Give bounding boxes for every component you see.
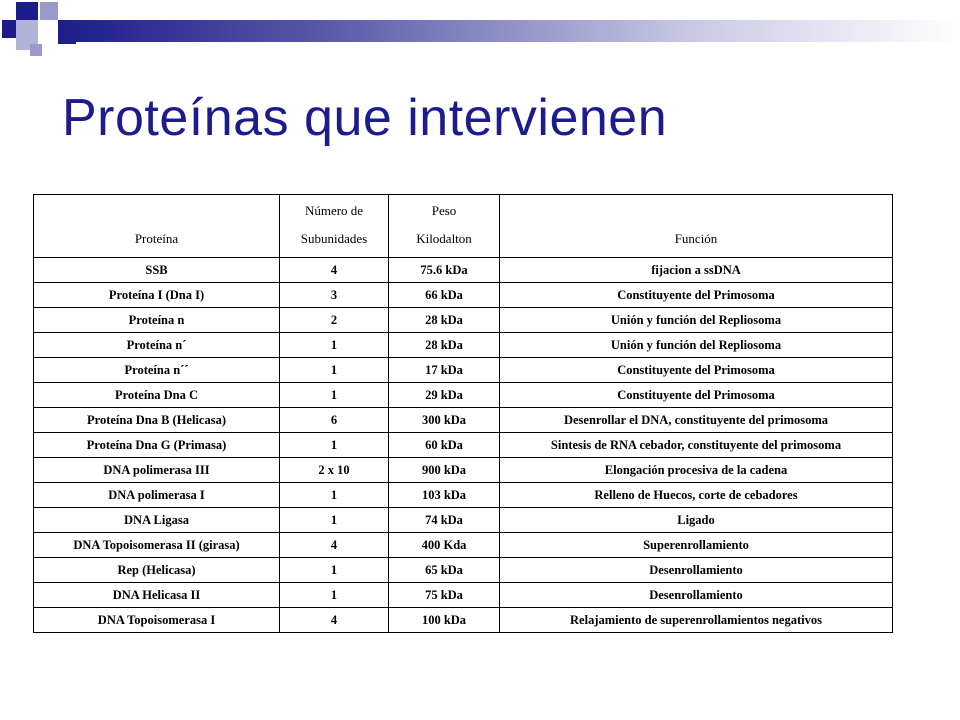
cell-function: Ligado — [500, 508, 893, 533]
cell-protein: Rep (Helicasa) — [34, 558, 280, 583]
cell-weight: 29 kDa — [389, 383, 500, 408]
cell-subunits: 1 — [280, 483, 389, 508]
cell-subunits: 1 — [280, 558, 389, 583]
header-gradient-bar — [58, 20, 960, 42]
cell-protein: Proteína I (Dna I) — [34, 283, 280, 308]
cell-subunits: 4 — [280, 258, 389, 283]
cell-function: Sintesis de RNA cebador, constituyente del primosoma — [500, 433, 893, 458]
cell-function: Elongación procesiva de la cadena — [500, 458, 893, 483]
cell-protein: Proteína Dna G (Primasa) — [34, 433, 280, 458]
cell-weight: 300 kDa — [389, 408, 500, 433]
corner-square-dark-1 — [16, 2, 38, 20]
table-row — [34, 508, 893, 533]
cell-weight: 60 kDa — [389, 433, 500, 458]
cell-weight: 74 kDa — [389, 508, 500, 533]
cell-weight: 28 kDa — [389, 333, 500, 358]
cell-protein: DNA polimerasa III — [34, 458, 280, 483]
table-row — [34, 358, 893, 383]
cell-function: Constituyente del Primosoma — [500, 358, 893, 383]
table-row — [34, 308, 893, 333]
table-row — [34, 558, 893, 583]
cell-weight: 900 kDa — [389, 458, 500, 483]
cell-subunits: 1 — [280, 383, 389, 408]
cell-function: fijacion a ssDNA — [500, 258, 893, 283]
cell-protein: DNA Helicasa II — [34, 583, 280, 608]
header-subunits: Número de Subunidades — [280, 195, 389, 258]
cell-subunits: 2 — [280, 308, 389, 333]
cell-subunits: 2 x 10 — [280, 458, 389, 483]
table-row — [34, 333, 893, 358]
corner-square-dark-2 — [2, 20, 16, 38]
cell-protein: DNA polimerasa I — [34, 483, 280, 508]
cell-protein: Proteína Dna C — [34, 383, 280, 408]
page-title: Proteínas que intervienen — [62, 89, 668, 147]
table-row — [34, 283, 893, 308]
cell-subunits: 4 — [280, 533, 389, 558]
cell-subunits: 1 — [280, 433, 389, 458]
cell-weight: 17 kDa — [389, 358, 500, 383]
cell-weight: 66 kDa — [389, 283, 500, 308]
corner-square-light-3 — [30, 44, 42, 56]
cell-subunits: 1 — [280, 583, 389, 608]
table-row — [34, 408, 893, 433]
cell-weight: 75 kDa — [389, 583, 500, 608]
table-row — [34, 483, 893, 508]
corner-square-light-1 — [40, 2, 58, 20]
table-row — [34, 533, 893, 558]
cell-subunits: 1 — [280, 508, 389, 533]
cell-function: Desenrollamiento — [500, 558, 893, 583]
header-protein: Proteína — [34, 195, 280, 258]
cell-weight: 28 kDa — [389, 308, 500, 333]
cell-function: Relajamiento de superenrollamientos negativos — [500, 608, 893, 633]
cell-weight: 75.6 kDa — [389, 258, 500, 283]
cell-protein: DNA Ligasa — [34, 508, 280, 533]
cell-protein: Proteína n´´ — [34, 358, 280, 383]
table-header-row — [34, 195, 893, 258]
cell-weight: 65 kDa — [389, 558, 500, 583]
cell-function: Unión y función del Repliosoma — [500, 308, 893, 333]
header-weight: Peso Kilodalton — [389, 195, 500, 258]
header-function: Función — [500, 195, 893, 258]
table-row — [34, 458, 893, 483]
table-row — [34, 383, 893, 408]
cell-subunits: 1 — [280, 333, 389, 358]
cell-function: Desenrollar el DNA, constituyente del primosoma — [500, 408, 893, 433]
cell-subunits: 4 — [280, 608, 389, 633]
proteins-table — [33, 194, 893, 633]
cell-protein: Proteína n — [34, 308, 280, 333]
cell-function: Constituyente del Primosoma — [500, 283, 893, 308]
cell-subunits: 6 — [280, 408, 389, 433]
cell-protein: Proteína Dna B (Helicasa) — [34, 408, 280, 433]
table-row — [34, 583, 893, 608]
cell-protein: Proteína n´ — [34, 333, 280, 358]
table-row — [34, 258, 893, 283]
table-row — [34, 433, 893, 458]
cell-protein: DNA Topoisomerasa II (girasa) — [34, 533, 280, 558]
cell-function: Constituyente del Primosoma — [500, 383, 893, 408]
cell-function: Desenrollamiento — [500, 583, 893, 608]
cell-subunits: 1 — [280, 358, 389, 383]
cell-protein: DNA Topoisomerasa I — [34, 608, 280, 633]
cell-function: Unión y función del Repliosoma — [500, 333, 893, 358]
cell-subunits: 3 — [280, 283, 389, 308]
table-row — [34, 608, 893, 633]
cell-function: Superenrollamiento — [500, 533, 893, 558]
table-body — [34, 258, 893, 633]
cell-weight: 103 kDa — [389, 483, 500, 508]
cell-weight: 100 kDa — [389, 608, 500, 633]
cell-protein: SSB — [34, 258, 280, 283]
cell-weight: 400 Kda — [389, 533, 500, 558]
cell-function: Relleno de Huecos, corte de cebadores — [500, 483, 893, 508]
